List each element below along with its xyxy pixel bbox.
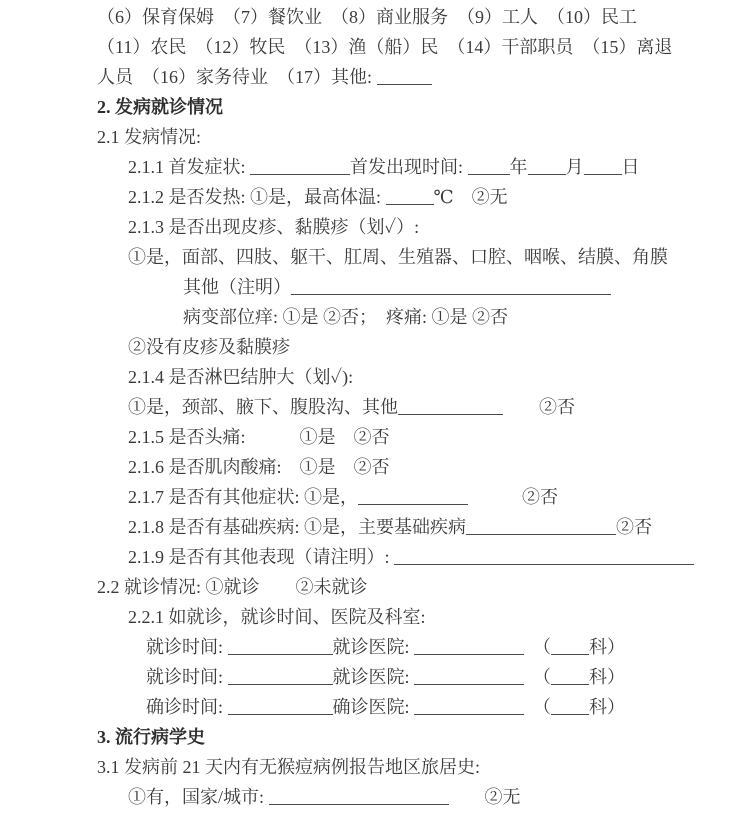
confirm-department-blank[interactable] xyxy=(551,697,589,715)
section22-title xyxy=(97,572,749,602)
max-temperature-blank[interactable] xyxy=(386,187,434,205)
visit1-time-blank[interactable] xyxy=(228,637,333,655)
q31-travel-history-line xyxy=(97,752,749,782)
confirm-dept-open: （ xyxy=(524,697,552,717)
q214-yes-prefix: ①是，颈部、腋下、腹股沟、其他 xyxy=(128,397,398,417)
visit2-hospital-label: 就诊医院: xyxy=(332,667,415,687)
q221-text: 2.2.1 如就诊，就诊时间、医院及科室: xyxy=(128,607,426,627)
occupation-options-line-2 xyxy=(97,32,749,62)
q215-text: 2.1.5 是否头痛: ①是 ②否 xyxy=(128,427,390,447)
q31-text: 3.1 发病前 21 天内有无猴痘病例报告地区旅居史: xyxy=(97,757,480,777)
section22-title-text: 2.2 就诊情况: ①就诊 ②未就诊 xyxy=(97,577,368,597)
q216-muscle-pain-line xyxy=(128,452,749,482)
section21-title xyxy=(97,122,749,152)
q217-other-symptom-line xyxy=(128,482,749,512)
q213-other-label: 其他（注明） xyxy=(183,277,291,297)
other-manifestation-blank[interactable] xyxy=(394,547,694,565)
confirm-row xyxy=(146,692,749,722)
q218-basic-disease-line xyxy=(128,512,749,542)
lymph-other-site-blank[interactable] xyxy=(398,397,503,415)
visit2-time-label: 就诊时间: xyxy=(146,667,228,687)
visit1-department-blank[interactable] xyxy=(551,637,589,655)
q212-suffix: ℃ ②无 xyxy=(433,187,508,207)
year-label: 年 xyxy=(509,157,528,177)
section2-heading xyxy=(97,92,749,122)
occupation-other-blank[interactable] xyxy=(377,67,432,85)
visit1-dept-close: 科） xyxy=(589,637,626,657)
visit2-dept-close: 科） xyxy=(589,667,626,687)
q215-headache-line xyxy=(128,422,749,452)
occupation-options-text-1: （6）保育保姆 （7）餐饮业 （8）商业服务 （9）工人 （10）民工 xyxy=(97,7,637,27)
q31-no-text: ②无 xyxy=(448,787,521,807)
q214-label: 2.1.4 是否淋巴结肿大（划✓): xyxy=(128,367,354,387)
country-city-blank[interactable] xyxy=(269,787,449,805)
q213-rash-line xyxy=(128,212,749,242)
onset-year-blank[interactable] xyxy=(468,157,510,175)
q216-text: 2.1.6 是否肌肉酸痛: ①是 ②否 xyxy=(128,457,390,477)
visit1-hospital-blank[interactable] xyxy=(414,637,524,655)
onset-day-blank[interactable] xyxy=(584,157,622,175)
occupation-options-text-2: （11）农民 （12）牧民 （13）渔（船）民 （14）干部职员 （15）离退 xyxy=(97,37,673,57)
visit-row-2 xyxy=(146,662,749,692)
q214-no-text: ②否 xyxy=(503,397,575,417)
q211-label: 2.1.1 首发症状: xyxy=(128,157,251,177)
section3-heading-text: 3. 流行病学史 xyxy=(97,727,205,747)
section3-heading xyxy=(97,722,749,752)
month-label: 月 xyxy=(565,157,584,177)
basic-disease-blank[interactable] xyxy=(466,517,616,535)
visit-row-1 xyxy=(146,632,749,662)
confirm-time-label: 确诊时间: xyxy=(146,697,228,717)
q213-label: 2.1.3 是否出现皮疹、黏膜疹（划✓）: xyxy=(128,217,420,237)
visit1-time-label: 就诊时间: xyxy=(146,637,228,657)
q217-label: 2.1.7 是否有其他症状: ①是， xyxy=(128,487,358,507)
other-symptom-blank[interactable] xyxy=(358,487,468,505)
confirm-dept-close: 科） xyxy=(589,697,626,717)
q219-label: 2.1.9 是否有其他表现（请注明）: xyxy=(128,547,394,567)
q213-yes-text: ①是，面部、四肢、躯干、肛周、生殖器、口腔、咽喉、结膜、角膜 xyxy=(128,247,668,267)
occupation-options-text-3: 人员 （16）家务待业 （17）其他: xyxy=(97,67,377,87)
q217-no-text: ②否 xyxy=(468,487,558,507)
occupation-options-line-3 xyxy=(97,62,749,92)
confirm-hospital-label: 确诊医院: xyxy=(332,697,415,717)
rash-other-site-blank[interactable] xyxy=(291,277,611,295)
day-label: 日 xyxy=(621,157,640,177)
q211-onset-label: 首发出现时间: xyxy=(350,157,468,177)
q212-label: 2.1.2 是否发热: ①是，最高体温: xyxy=(128,187,386,207)
q213-rash-sites-line xyxy=(128,242,749,272)
q213-itch-pain-line xyxy=(183,302,749,332)
onset-month-blank[interactable] xyxy=(528,157,566,175)
visit2-hospital-blank[interactable] xyxy=(414,667,524,685)
confirm-hospital-blank[interactable] xyxy=(414,697,524,715)
occupation-options-line-1 xyxy=(97,2,749,32)
q218-label: 2.1.8 是否有基础疾病: ①是，主要基础疾病 xyxy=(128,517,466,537)
q214-lymph-sites-line xyxy=(128,392,749,422)
q213-no-rash-line xyxy=(128,332,749,362)
visit2-department-blank[interactable] xyxy=(551,667,589,685)
q213-other-site-line xyxy=(183,272,749,302)
q213-no-text: ②没有皮疹及黏膜疹 xyxy=(128,337,290,357)
q211-first-symptom-line xyxy=(128,152,749,182)
q31-country-city-line xyxy=(128,782,749,812)
q218-no-text: ②否 xyxy=(616,517,652,537)
first-symptom-blank[interactable] xyxy=(250,157,350,175)
q213-itch-text: 病变部位痒: ①是 ②否； 疼痛: ①是 ②否 xyxy=(183,307,509,327)
q31-yes-prefix: ①有，国家/城市: xyxy=(128,787,269,807)
q214-lymph-line xyxy=(128,362,749,392)
visit2-dept-open: （ xyxy=(524,667,552,687)
visit1-dept-open: （ xyxy=(524,637,552,657)
q221-visit-intro-line xyxy=(128,602,749,632)
section21-title-text: 2.1 发病情况: xyxy=(97,127,202,147)
confirm-time-blank[interactable] xyxy=(228,697,333,715)
q212-fever-line xyxy=(128,182,749,212)
visit2-time-blank[interactable] xyxy=(228,667,333,685)
q219-other-manifestation-line xyxy=(128,542,749,572)
visit1-hospital-label: 就诊医院: xyxy=(332,637,415,657)
section2-heading-text: 2. 发病就诊情况 xyxy=(97,97,223,117)
